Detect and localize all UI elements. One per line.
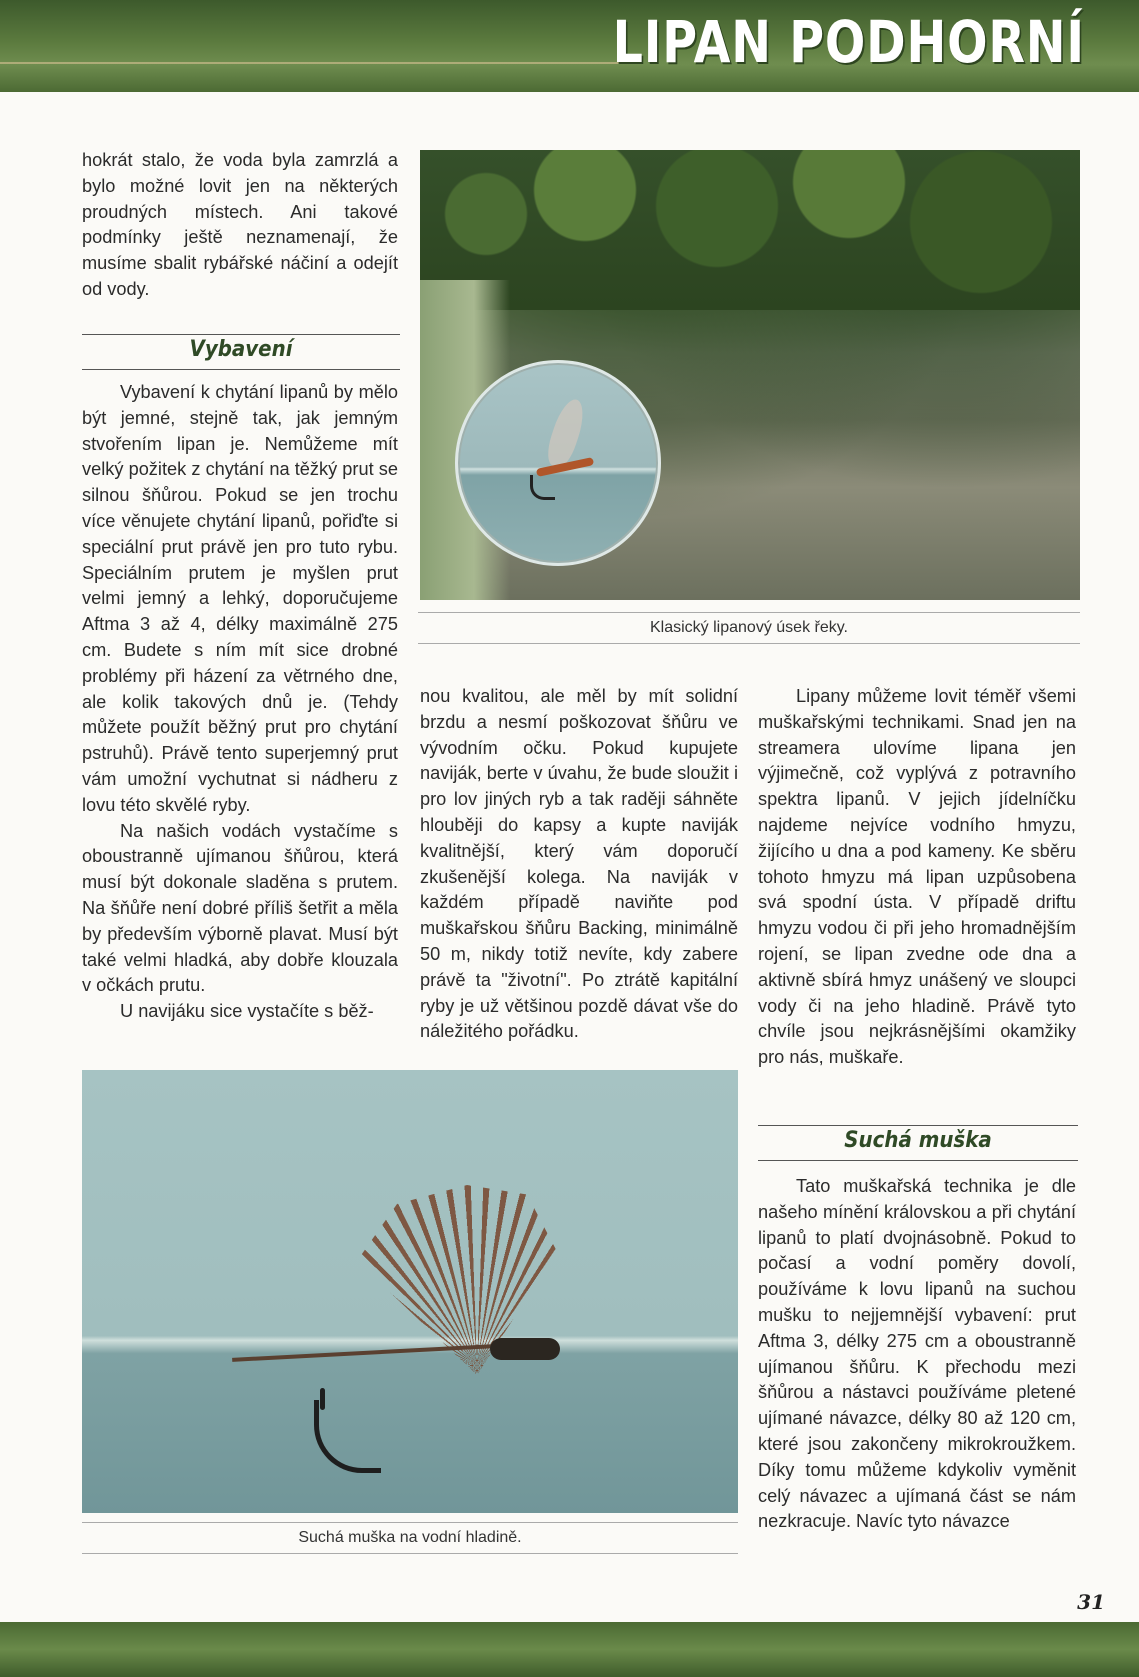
left-paragraph-1: Vybavení k chytání lipanů by mělo být jemné, stejně tak, jak jemným stvořením lipan je. Nemůžeme mít velký požitek z chytání na těžký prut se silnou šňůrou. Pokud se jen trochu více věnujete chytání lipanů, pořiďte si speciální prut právě jen pro tuto rybu. Speciálním prutem je myšlen prut velmi jemný a lehký, doporučujeme Aftma 3 až 4, délky maximálně 275 cm. Budete s ním mít sice drobné problémy při házení za větrného dne, ale kolik takových dnů je. (Tehdy můžete použít běžný prut pro chytání pstruhů). Právě tento superjemný prut vám umožní vychutnat si nádheru z lovu této skvělé ryby. <box>82 382 398 815</box>
page-number: 31 <box>1077 1590 1105 1614</box>
header-divider <box>0 62 620 64</box>
fly-inset-photo <box>455 360 661 566</box>
left-intro-text <box>82 148 398 303</box>
section-heading-vybaveni-label: Vybavení <box>189 337 293 362</box>
fly-hook-icon <box>530 475 555 500</box>
fly-hook-icon <box>314 1400 381 1473</box>
right-column-bottom-text <box>758 1174 1076 1535</box>
right-paragraph-1: Lipany můžeme lovit téměř všemi muškařskými technikami. Snad jen na streamera ulovíme lipana jen výjimečně, což vyplývá z potravního spektra lipanů. V jejich jídelníčku najdeme nejvíce vodního hmyzu, žijícího u dna a pod kameny. Ke sběru tohoto hmyzu má lipan uzpůsobena svá spodní ústa. V případě driftu hmyzu vodou či při jeho hromadnějším rojení, se lipan zvedne ode dna a aktivně sbírá hmyz unášený ve sloupci vody či na jeho hladině. Právě tyto chvíle jsou nejkrásnějšími okamžiky pro nás, muškaře. <box>758 686 1076 1068</box>
dry-fly-photo <box>82 1070 738 1513</box>
left-column-text <box>82 380 398 1025</box>
river-photo-caption: Klasický lipanový úsek řeky. <box>418 612 1080 644</box>
section-heading-vybaveni <box>82 334 400 370</box>
right-paragraph-2: Tato muškařská technika je dle našeho mínění královskou a při chytání lipanů to platí dvojnásobně. Pokud to počasí a vodní poměry dovolí, používáme k lovu lipanů na suchou mušku to nejjemnější vybavení: prut Aftma 3, délky 275 cm a oboustranně ujímanou šňůru. K přechodu mezi šňůrou a nástavci používáme pletené ujímané návazce, délky 80 až 120 cm, které jsou zakončeny mikrokroužkem. Díky tomu můžeme kdykoliv vyměnit celý návazec a ujímaná část se nám nezkracuje. Navíc tyto návazce <box>758 1176 1076 1532</box>
section-heading-sucha-muska-label: Suchá muška <box>844 1128 992 1153</box>
middle-column-text <box>420 684 738 1045</box>
footer-band <box>0 1622 1139 1677</box>
left-paragraph-3: U navijáku sice vystačíte s běž- <box>120 1001 374 1022</box>
fly-thorax <box>490 1338 560 1360</box>
dry-fly-photo-caption: Suchá muška na vodní hladině. <box>82 1522 738 1554</box>
left-intro-paragraph: hokrát stalo, že voda byla zamrzlá a bylo možné lovit jen na některých proudných místech. Ani takové podmínky ještě neznamenají, že musíme sbalit rybářské náčiní a odejít od vody. <box>82 150 398 299</box>
page-title: LIPAN PODHORNÍ <box>612 8 1085 76</box>
middle-paragraph-1: nou kvalitou, ale měl by mít solidní brzdu a nesmí poškozovat šňůru ve vývodním očku. Pokud kupujete naviják, berte v úvahu, že bude sloužit i pro lov jiných ryb a tak raději sáhněte hlouběji do kapsy a kupte naviják kvalitnější, který vám doporučí zkušenější kolega. Na naviják v každém případě naviňte pod muškařskou šňůru Backing, minimálně 50 m, nikdy totiž nevíte, kdy zabere právě ta "životní". Po ztrátě kapitální ryby je už většinou pozdě dávat vše do náležitého pořádku. <box>420 686 738 1042</box>
river-trees <box>420 150 1080 310</box>
left-paragraph-2: Na našich vodách vystačíme s oboustranně ujímanou šňůrou, která musí být dokonale sladěna s prutem. Na šňůře není dobré příliš šetřit a měla by především výborně plavat. Musí být také velmi hladká, aby dobře klouzala v očkách prutu. <box>82 820 398 996</box>
right-column-text <box>758 684 1076 1071</box>
section-heading-sucha-muska <box>758 1125 1078 1161</box>
